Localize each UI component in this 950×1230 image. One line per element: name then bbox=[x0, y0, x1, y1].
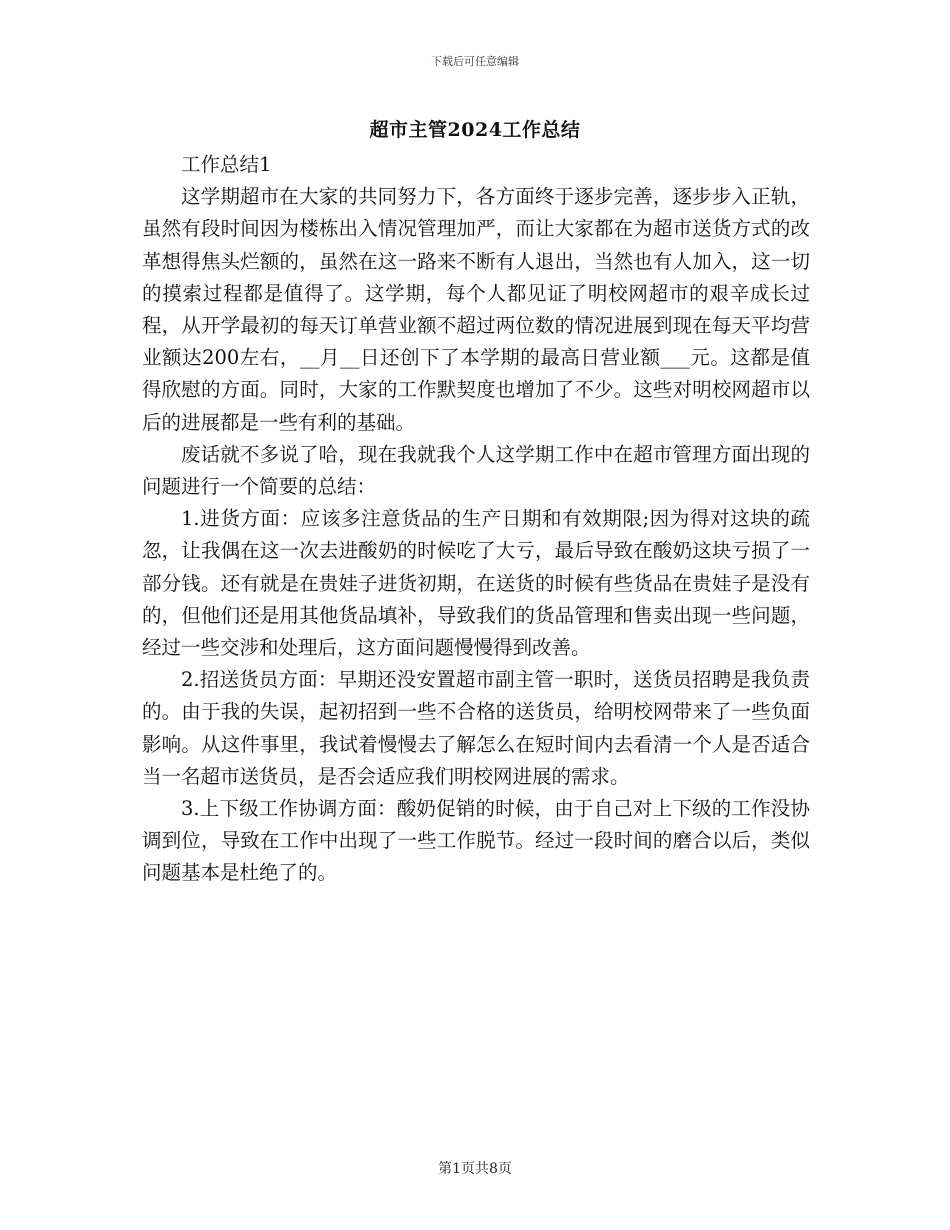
document-body bbox=[142, 149, 810, 890]
page-number: 第1页共8页 bbox=[438, 1161, 512, 1177]
paragraph-purchasing: 1.进货方面：应该多注意货品的生产日期和有效期限;因为得对这块的疏忽，让我偶在这一次去进酸奶的时候吃了大亏，最后导致在酸奶这块亏损了一部分钱。还有就是在贵娃子进货初期，在送货的时候有些货品在贵娃子是没有的，但他们还是用其他货品填补，导致我们的货品管理和售卖出现一些问题，经过一些交涉和处理后，这方面问题慢慢得到改善。 bbox=[142, 507, 810, 660]
paragraph-coordination: 3.上下级工作协调方面：酸奶促销的时候，由于自己对上下级的工作没协调到位，导致在工作中出现了一些工作脱节。经过一段时间的磨合以后，类似问题基本是杜绝了的。 bbox=[142, 797, 810, 885]
section-heading: 工作总结1 bbox=[181, 153, 272, 176]
document-title: 超市主管2024工作总结 bbox=[369, 119, 581, 141]
paragraph-recruiting: 2.招送货员方面：早期还没安置超市副主管一职时，送货员招聘是我负责的。由于我的失误，起初招到一些不合格的送货员，给明校网带来了一些负面影响。从这件事里，我试着慢慢去了解怎么在短时间内去看清一个人是否适合当一名超市送货员，是否会适应我们明校网进展的需求。 bbox=[142, 668, 810, 788]
paragraph-transition: 废话就不多说了哈，现在我就我个人这学期工作中在超市管理方面出现的问题进行一个简要的总结： bbox=[142, 442, 810, 499]
paragraph-intro: 这学期超市在大家的共同努力下，各方面终于逐步完善，逐步步入正轨，虽然有段时间因为楼栋出入情况管理加严，而让大家都在为超市送货方式的改革想得焦头烂额的，虽然在这一路来不断有人退出，当然也有人加入，这一切的摸索过程都是值得了。这学期，每个人都见证了明校网超市的艰辛成长过程，从开学最初的每天订单营业额不超过两位数的情况进展到现在每天平均营业额达200左右，__月__日还创下了本学期的最高日营业额___元。这都是值得欣慰的方面。同时，大家的工作默契度也增加了不少。这些对明校网超市以后的进展都是一些有利的基础。 bbox=[142, 185, 810, 434]
page-header-note: 下载后可任意编辑 bbox=[431, 55, 519, 68]
